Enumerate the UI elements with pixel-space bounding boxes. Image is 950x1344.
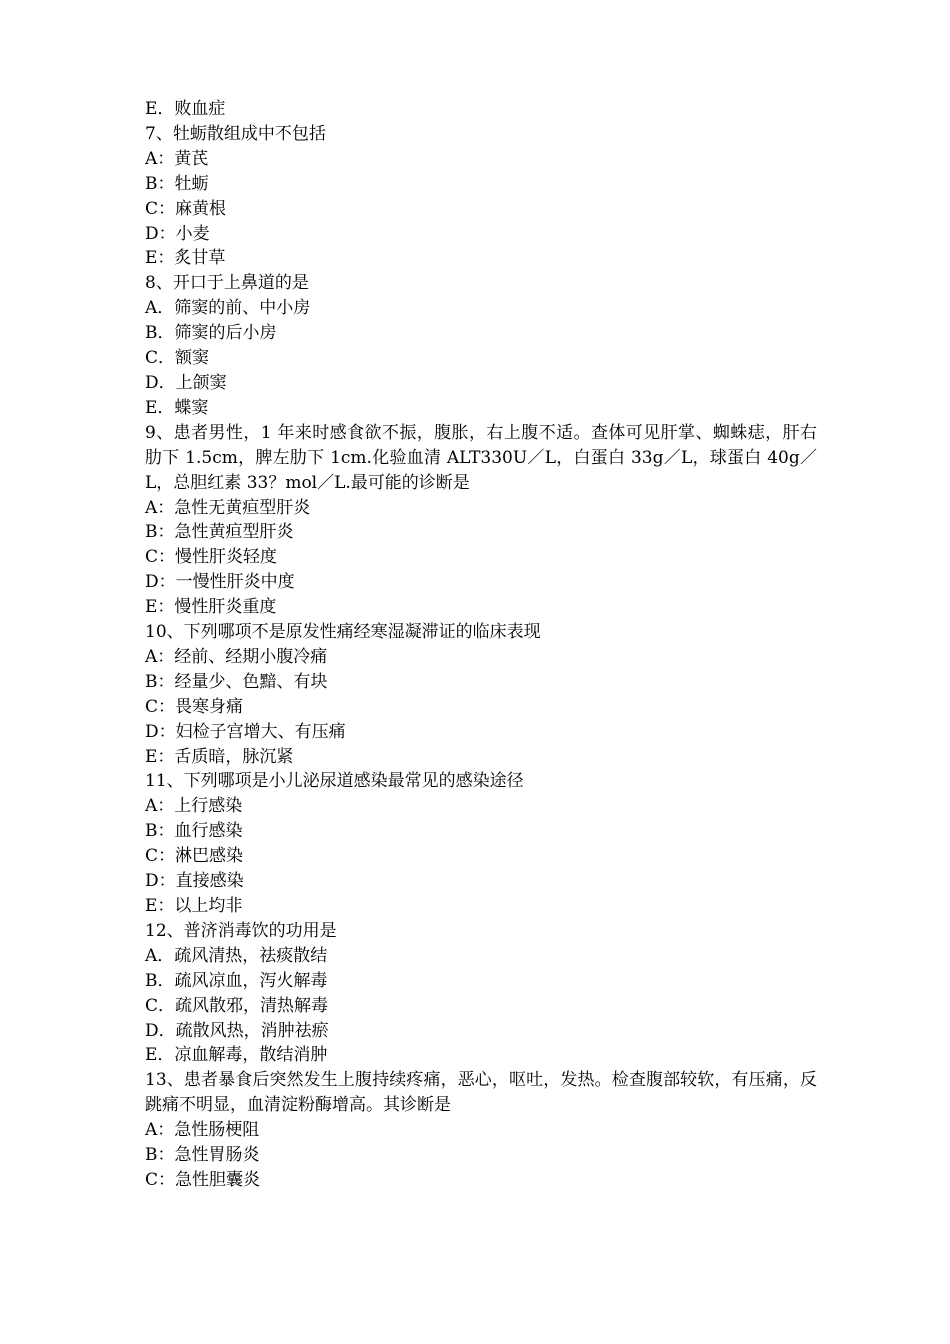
option-line: E：炙甘草 xyxy=(145,248,226,269)
option-line: A．疏风清热，祛痰散结 xyxy=(145,945,328,966)
option-line: A．筛窦的前、中小房 xyxy=(145,298,311,319)
option-line: B：急性胃肠炎 xyxy=(145,1145,260,1166)
document-body xyxy=(145,97,817,1193)
question-line: 13、患者暴食后突然发生上腹持续疼痛，恶心，呕吐，发热。检查腹部较软，有压痛，反跳痛不明显，血清淀粉酶增高。其诊断是 xyxy=(145,1070,817,1116)
option-line: D：小麦 xyxy=(145,223,210,244)
option-line: A：急性肠梗阻 xyxy=(145,1120,260,1141)
option-line: C：畏寒身痛 xyxy=(145,696,244,717)
option-line: D．疏散风热，消肿祛瘀 xyxy=(145,1020,329,1041)
option-line: B：牡蛎 xyxy=(145,173,209,194)
option-line: E：以上均非 xyxy=(145,896,243,916)
option-line: E．蝶窦 xyxy=(145,397,209,418)
question-line: 11、下列哪项是小儿泌尿道感染最常见的感染途径 xyxy=(145,771,524,792)
option-line: D：一慢性肝炎中度 xyxy=(145,572,295,593)
question-line: 9、患者男性，1 年来时感食欲不振，腹胀，右上腹不适。查体可见肝掌、蜘蛛痣，肝右肋下 1.5cm，脾左肋下 1cm.化验血清 ALT330U／L，白蛋白 33g／L，球蛋白 40g／L，总胆红素 33？mol／L.最可能的诊断是 xyxy=(145,422,817,493)
option-line: D．上颌窦 xyxy=(145,372,227,393)
option-line: E．凉血解毒，散结消肿 xyxy=(145,1045,328,1066)
option-line: B．疏风凉血，泻火解毒 xyxy=(145,970,328,991)
option-line: C：淋巴感染 xyxy=(145,846,244,867)
option-line: B：经量少、色黯、有块 xyxy=(145,671,328,692)
option-line: B：急性黄疸型肝炎 xyxy=(145,522,294,543)
option-line: A：急性无黄疸型肝炎 xyxy=(145,497,311,518)
option-line: A：上行感染 xyxy=(145,796,243,817)
option-line: E．败血症 xyxy=(145,99,226,119)
option-line: C：急性胆囊炎 xyxy=(145,1169,261,1190)
option-line: C：慢性肝炎轻度 xyxy=(145,547,278,568)
option-line: A：黄芪 xyxy=(145,148,209,169)
option-line: B．筛窦的后小房 xyxy=(145,323,277,344)
option-line: D：妇检子宫增大、有压痛 xyxy=(145,721,346,742)
option-line: C．额窦 xyxy=(145,348,210,369)
question-line: 12、普济消毒饮的功用是 xyxy=(145,920,337,941)
option-line: E：慢性肝炎重度 xyxy=(145,597,277,618)
option-line: C．疏风散邪，清热解毒 xyxy=(145,995,329,1016)
question-line: 8、开口于上鼻道的是 xyxy=(145,273,309,294)
question-line: 10、下列哪项不是原发性痛经寒湿凝滞证的临床表现 xyxy=(145,622,541,643)
option-line: C：麻黄根 xyxy=(145,198,227,219)
question-line: 7、牡蛎散组成中不包括 xyxy=(145,123,326,144)
option-line: B：血行感染 xyxy=(145,821,243,842)
option-line: D：直接感染 xyxy=(145,871,244,892)
option-line: A：经前、经期小腹冷痛 xyxy=(145,646,328,667)
option-line: E：舌质暗，脉沉紧 xyxy=(145,746,294,767)
